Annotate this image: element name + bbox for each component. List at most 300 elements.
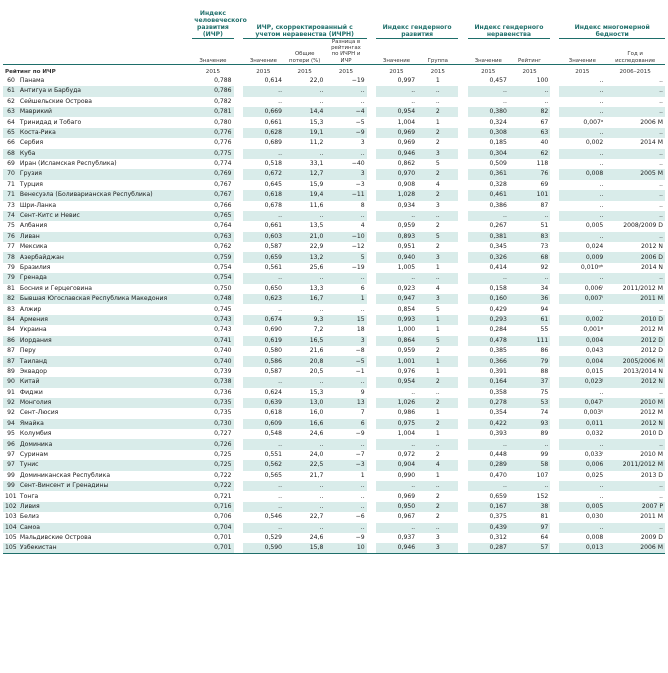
mpi-value: 0,007ⁱ (559, 294, 605, 304)
hdi-rank: 69 (7, 160, 15, 168)
column-gap (550, 512, 559, 522)
column-gap (367, 388, 376, 398)
column-gap (550, 439, 559, 449)
column-gap (234, 201, 243, 211)
mpi-value: .. (559, 86, 605, 96)
column-gap (550, 460, 559, 470)
hdi-rank: 92 (7, 409, 15, 417)
mpi-value: .. (559, 232, 605, 242)
ihdi-loss: 16,5 (284, 336, 325, 346)
column-gap (550, 419, 559, 429)
gii-value: 0,478 (468, 336, 509, 346)
table-row (3, 512, 665, 522)
column-gap (458, 398, 467, 408)
mpi-value: 0,003ⁱʲ (583, 409, 604, 417)
mpi-value: .. (599, 180, 604, 188)
column-gap (367, 460, 376, 470)
country-name: Турция (19, 180, 43, 188)
table-row (3, 460, 665, 470)
country-name: Суринам (19, 451, 48, 459)
hdi-rank: 79 (3, 273, 18, 283)
gdi-value: 0,947 (376, 294, 417, 304)
column-gap (367, 367, 376, 377)
mpi-value: .. (599, 97, 604, 105)
mpi-value: .. (559, 128, 605, 138)
column-gap (458, 242, 467, 252)
column-gap (550, 315, 559, 325)
column-gap (550, 138, 559, 148)
mpi-year-survey: 2006 D (605, 252, 665, 262)
mpi-value: 0,013 (559, 543, 605, 553)
gdi-value: 0,954 (376, 107, 417, 117)
mpi-year-survey: 2008/2009 D (623, 222, 663, 230)
column-gap (550, 336, 559, 346)
table-row (3, 356, 665, 366)
header-mpi: Индекс многомерной бедности (559, 0, 665, 39)
country-name: Иордания (18, 336, 192, 346)
column-gap (234, 502, 243, 512)
gii-value: 0,358 (489, 388, 507, 396)
mpi-year-survey: 2010 D (605, 315, 665, 325)
ihdi-value: 0,551 (264, 451, 283, 459)
column-gap (234, 491, 243, 501)
gdi-value: 0,967 (397, 513, 416, 521)
column-gap (458, 439, 467, 449)
column-gap (367, 294, 376, 304)
column-gap (367, 502, 376, 512)
table-row (3, 190, 665, 200)
gii-value: 0,185 (489, 139, 507, 147)
hdi-value: 0,765 (192, 211, 233, 221)
column-gap (234, 523, 243, 533)
column-gap (458, 117, 467, 127)
ihdi-value: 0,546 (264, 513, 283, 521)
hdi-rank: 95 (7, 430, 15, 438)
column-gap (458, 263, 467, 273)
rank-difference: .. (325, 502, 366, 512)
column-gap (234, 252, 243, 262)
ihdi-loss: 16,0 (309, 409, 324, 417)
gii-value: 0,439 (468, 523, 509, 533)
gii-rating: 100 (536, 76, 549, 84)
sub-gdi-value: Значение (382, 57, 411, 64)
gii-rating: 87 (540, 201, 549, 209)
gdi-value: .. (376, 439, 417, 449)
column-gap (458, 367, 467, 377)
gii-rating: 75 (540, 388, 549, 396)
column-gap (550, 481, 559, 491)
gii-rating: 74 (540, 409, 549, 417)
mpi-value: 0,008 (585, 534, 604, 542)
column-gap (550, 356, 559, 366)
column-gap (367, 512, 376, 522)
country-name: Тунис (18, 460, 192, 470)
table-row (3, 304, 665, 314)
column-gap (234, 356, 243, 366)
rank-difference: −40 (351, 160, 365, 168)
ihdi-loss: 13,3 (309, 284, 324, 292)
hdi-value: 0,725 (192, 460, 233, 470)
country-name: Ямайка (18, 419, 192, 429)
mpi-value: 0,010ᵍʰ (580, 263, 604, 271)
column-gap (367, 180, 376, 190)
gdi-group: 2 (417, 169, 458, 179)
hdi-rank: 62 (7, 97, 15, 105)
rank-difference: −10 (325, 232, 366, 242)
rank-difference: −9 (355, 430, 365, 438)
ihdi-value: 0,548 (264, 430, 283, 438)
column-gap (458, 491, 467, 501)
ihdi-loss: .. (284, 439, 325, 449)
column-gap (367, 86, 376, 96)
gdi-group: 1 (435, 409, 440, 417)
mpi-value: 0,047ⁱ (559, 398, 605, 408)
gdi-value: 1,000 (397, 326, 416, 334)
mpi-value: .. (599, 388, 604, 396)
hdi-value: 0,769 (192, 169, 233, 179)
gii-value: 0,284 (489, 326, 507, 334)
gii-value: 0,354 (489, 409, 507, 417)
gdi-value: 0,972 (397, 451, 416, 459)
mpi-value: 0,005 (559, 502, 605, 512)
hdi-rank: 76 (3, 232, 18, 242)
hdi-value: 0,766 (214, 201, 232, 209)
mpi-year-survey: .. (659, 180, 663, 188)
gdi-group: 5 (417, 336, 458, 346)
mpi-value: .. (599, 201, 604, 209)
ihdi-value: 0,562 (243, 460, 284, 470)
hdi-rank: 103 (5, 513, 17, 521)
gdi-value: 0,862 (397, 160, 416, 168)
column-gap (234, 273, 243, 283)
gii-value: 0,312 (489, 534, 507, 542)
gii-value: 0,457 (489, 76, 507, 84)
ihdi-loss: 9,3 (284, 315, 325, 325)
table-row (3, 325, 665, 335)
column-gap (367, 450, 376, 460)
gdi-value: 1,028 (376, 190, 417, 200)
gdi-value: 0,934 (397, 201, 416, 209)
column-gap (550, 117, 559, 127)
gdi-value: 0,864 (376, 336, 417, 346)
gdi-group: 2 (417, 502, 458, 512)
column-gap (234, 377, 243, 387)
column-gap (367, 252, 376, 262)
country-name: Сейшельские Острова (19, 97, 92, 105)
gii-rating: 67 (540, 118, 549, 126)
rank-difference: 15 (325, 315, 366, 325)
ihdi-loss: 15,3 (309, 388, 324, 396)
gii-value: .. (468, 439, 509, 449)
ihdi-loss: .. (284, 502, 325, 512)
gdi-group: 2 (417, 128, 458, 138)
ihdi-loss: 13,2 (284, 252, 325, 262)
column-gap (458, 325, 467, 335)
ihdi-value: 0,645 (264, 180, 283, 188)
column-gap (234, 232, 243, 242)
column-gap (367, 356, 376, 366)
gii-rating: 79 (509, 356, 550, 366)
column-gap (458, 429, 467, 439)
column-gap (550, 377, 559, 387)
mpi-year-survey: .. (605, 86, 665, 96)
mpi-year-survey: .. (659, 76, 663, 84)
rank-difference: .. (360, 97, 365, 105)
column-gap (234, 117, 243, 127)
ihdi-loss: 25,6 (309, 263, 324, 271)
rank-difference: −11 (325, 190, 366, 200)
column-gap (367, 315, 376, 325)
sub-ihdi-value: Значение (249, 57, 277, 64)
gdi-group: 1 (435, 471, 440, 479)
gdi-value: 0,969 (376, 128, 417, 138)
gii-value: 0,164 (468, 377, 509, 387)
hdi-rank: 105 (5, 534, 17, 542)
hdi-value: 0,782 (214, 97, 232, 105)
hdi-rank: 89 (7, 367, 15, 375)
rank-difference: −5 (355, 118, 365, 126)
hdi-rank: 74 (3, 211, 18, 221)
gdi-value: 0,893 (376, 232, 417, 242)
year-gdi-group: 2015 (417, 64, 458, 76)
ihdi-value: 0,618 (243, 190, 284, 200)
gdi-group: 1 (417, 315, 458, 325)
gii-rating: 86 (540, 347, 549, 355)
gdi-value: 0,908 (397, 180, 416, 188)
table-row (3, 294, 665, 304)
gdi-group: 3 (417, 294, 458, 304)
gii-value: 0,267 (489, 222, 507, 230)
hdi-value: 0,774 (214, 160, 232, 168)
rank-difference: 7 (360, 409, 365, 417)
column-gap (550, 273, 559, 283)
column-gap (458, 450, 467, 460)
rank-difference: −6 (355, 513, 365, 521)
mpi-year-survey: .. (659, 388, 663, 396)
ihdi-loss: .. (284, 377, 325, 387)
gii-rating: 92 (540, 263, 549, 271)
hdi-rank: 64 (7, 118, 15, 126)
rank-difference: .. (325, 149, 366, 159)
column-gap (458, 169, 467, 179)
column-gap (550, 398, 559, 408)
table-row (3, 543, 665, 553)
rank-difference: 5 (325, 252, 366, 262)
hdi-value: 0,745 (214, 305, 232, 313)
column-gap (367, 263, 376, 273)
gdi-group: .. (417, 273, 458, 283)
hdi-rank: 101 (5, 492, 17, 500)
hdi-value: 0,706 (214, 513, 232, 521)
ihdi-value: .. (243, 523, 284, 533)
country-name: Тринидад и Тобаго (19, 118, 82, 126)
gii-rating: 97 (509, 523, 550, 533)
gii-rating: 101 (509, 190, 550, 200)
gii-value: 0,381 (468, 232, 509, 242)
table-header (3, 0, 665, 76)
gdi-value: 0,986 (397, 409, 416, 417)
ihdi-value: 0,690 (264, 326, 283, 334)
column-gap (550, 159, 559, 169)
gdi-value: .. (411, 388, 416, 396)
hdi-rank: 104 (3, 523, 18, 533)
ihdi-loss: 19,4 (284, 190, 325, 200)
rank-difference: .. (325, 439, 366, 449)
column-gap (458, 346, 467, 356)
year-gdi: 2015 (376, 64, 417, 76)
hdi-rank: 60 (7, 76, 15, 84)
ihdi-loss: .. (319, 97, 324, 105)
column-gap (234, 211, 243, 221)
column-gap (367, 190, 376, 200)
column-gap (550, 450, 559, 460)
rank-difference: −1 (355, 367, 365, 375)
mpi-year-survey: 2014 N (640, 263, 663, 271)
column-gap (458, 523, 467, 533)
hdi-rank: 91 (7, 388, 15, 396)
column-gap (234, 128, 243, 138)
gii-rating: 152 (536, 492, 549, 500)
table-row (3, 117, 665, 127)
ihdi-loss: 14,4 (284, 107, 325, 117)
mpi-value: 0,001ᵍ (583, 326, 604, 334)
table-row (3, 169, 665, 179)
gdi-value: 1,001 (376, 356, 417, 366)
country-name: Таиланд (18, 356, 192, 366)
rank-difference: 1 (325, 294, 366, 304)
ihdi-value: 0,689 (264, 139, 283, 147)
gii-value: .. (468, 211, 509, 221)
column-gap (550, 491, 559, 501)
column-gap (367, 408, 376, 418)
column-gap (367, 159, 376, 169)
ihdi-value: 0,624 (264, 388, 283, 396)
ihdi-value: 0,672 (243, 169, 284, 179)
column-gap (550, 180, 559, 190)
hdi-value: 0,701 (192, 543, 233, 553)
hdi-value: 0,727 (214, 430, 232, 438)
column-gap (458, 86, 467, 96)
table-row (3, 533, 665, 543)
column-gap (234, 315, 243, 325)
hdi-value: 0,740 (214, 347, 232, 355)
rank-difference: 1 (360, 471, 365, 479)
country-name: Алжир (19, 305, 42, 313)
column-gap (550, 294, 559, 304)
gii-rating: 89 (540, 430, 549, 438)
gdi-value: 0,937 (397, 534, 416, 542)
table-body (3, 76, 665, 554)
country-name: Куба (18, 149, 192, 159)
mpi-value: .. (559, 190, 605, 200)
mpi-year-survey: .. (605, 128, 665, 138)
column-gap (367, 273, 376, 283)
column-gap (367, 284, 376, 294)
column-gap (458, 211, 467, 221)
column-gap (367, 221, 376, 231)
ihdi-value: 0,614 (264, 76, 283, 84)
column-gap (550, 408, 559, 418)
ihdi-value: 0,659 (243, 252, 284, 262)
mpi-year-survey: 2013 D (640, 471, 663, 479)
mpi-value: 0,004 (559, 336, 605, 346)
year-gii-rating: 2015 (509, 64, 550, 76)
hdi-value: 0,767 (214, 180, 232, 188)
ihdi-value: 0,618 (264, 409, 283, 417)
column-gap (550, 471, 559, 481)
rank-difference: .. (325, 377, 366, 387)
gdi-value: 1,026 (376, 398, 417, 408)
ihdi-value: .. (243, 439, 284, 449)
ihdi-value: .. (243, 273, 284, 283)
ihdi-loss: 16,7 (284, 294, 325, 304)
ihdi-loss: 20,8 (284, 356, 325, 366)
table-row (3, 76, 665, 86)
mpi-value: 0,004 (559, 356, 605, 366)
gdi-group: 3 (417, 149, 458, 159)
gii-rating: 55 (540, 326, 549, 334)
hdi-value: 0,725 (214, 451, 232, 459)
ihdi-value: 0,623 (243, 294, 284, 304)
country-name: Мексика (19, 243, 48, 251)
ihdi-value: 0,639 (243, 398, 284, 408)
ihdi-loss: 16,6 (284, 419, 325, 429)
hdi-value: 0,743 (214, 326, 232, 334)
gii-value: 0,375 (489, 513, 507, 521)
gii-value: 0,386 (489, 201, 507, 209)
column-gap (367, 304, 376, 314)
mpi-value: 0,002 (585, 139, 604, 147)
hdi-rank: 71 (7, 180, 15, 188)
country-name: Украина (19, 326, 47, 334)
gdi-group: 1 (435, 76, 440, 84)
column-gap (458, 128, 467, 138)
gii-rating: 38 (509, 502, 550, 512)
mpi-value: .. (559, 439, 605, 449)
hdi-value: 0,726 (192, 439, 233, 449)
column-gap (550, 76, 559, 86)
country-name: Ливия (18, 502, 192, 512)
gii-value: 0,361 (468, 169, 509, 179)
column-gap (234, 76, 243, 86)
gii-rating: .. (509, 481, 550, 491)
country-name: Эквадор (19, 367, 47, 375)
country-name: Коста-Рика (18, 128, 192, 138)
hdi-value: 0,786 (192, 86, 233, 96)
country-name: Сент-Китс и Невис (18, 211, 192, 221)
column-gap (367, 201, 376, 211)
rank-difference: −9 (325, 128, 366, 138)
rank-difference: 9 (360, 388, 365, 396)
mpi-value: 0,011 (559, 419, 605, 429)
gii-rating: 111 (509, 336, 550, 346)
table-row (3, 138, 665, 148)
hdi-value: 0,736 (214, 388, 232, 396)
rank-difference: −5 (325, 356, 366, 366)
column-gap (234, 180, 243, 190)
column-gap (458, 419, 467, 429)
ihdi-value: 0,609 (243, 419, 284, 429)
column-gap (234, 159, 243, 169)
ihdi-loss: .. (319, 492, 324, 500)
hdi-value: 0,763 (192, 232, 233, 242)
ihdi-loss: 21,0 (284, 232, 325, 242)
hdi-rank: 87 (7, 347, 15, 355)
country-name: Маврикий (18, 107, 192, 117)
column-gap (367, 211, 376, 221)
column-gap (234, 304, 243, 314)
year-mpi-range: 2006–2015 (605, 64, 665, 76)
